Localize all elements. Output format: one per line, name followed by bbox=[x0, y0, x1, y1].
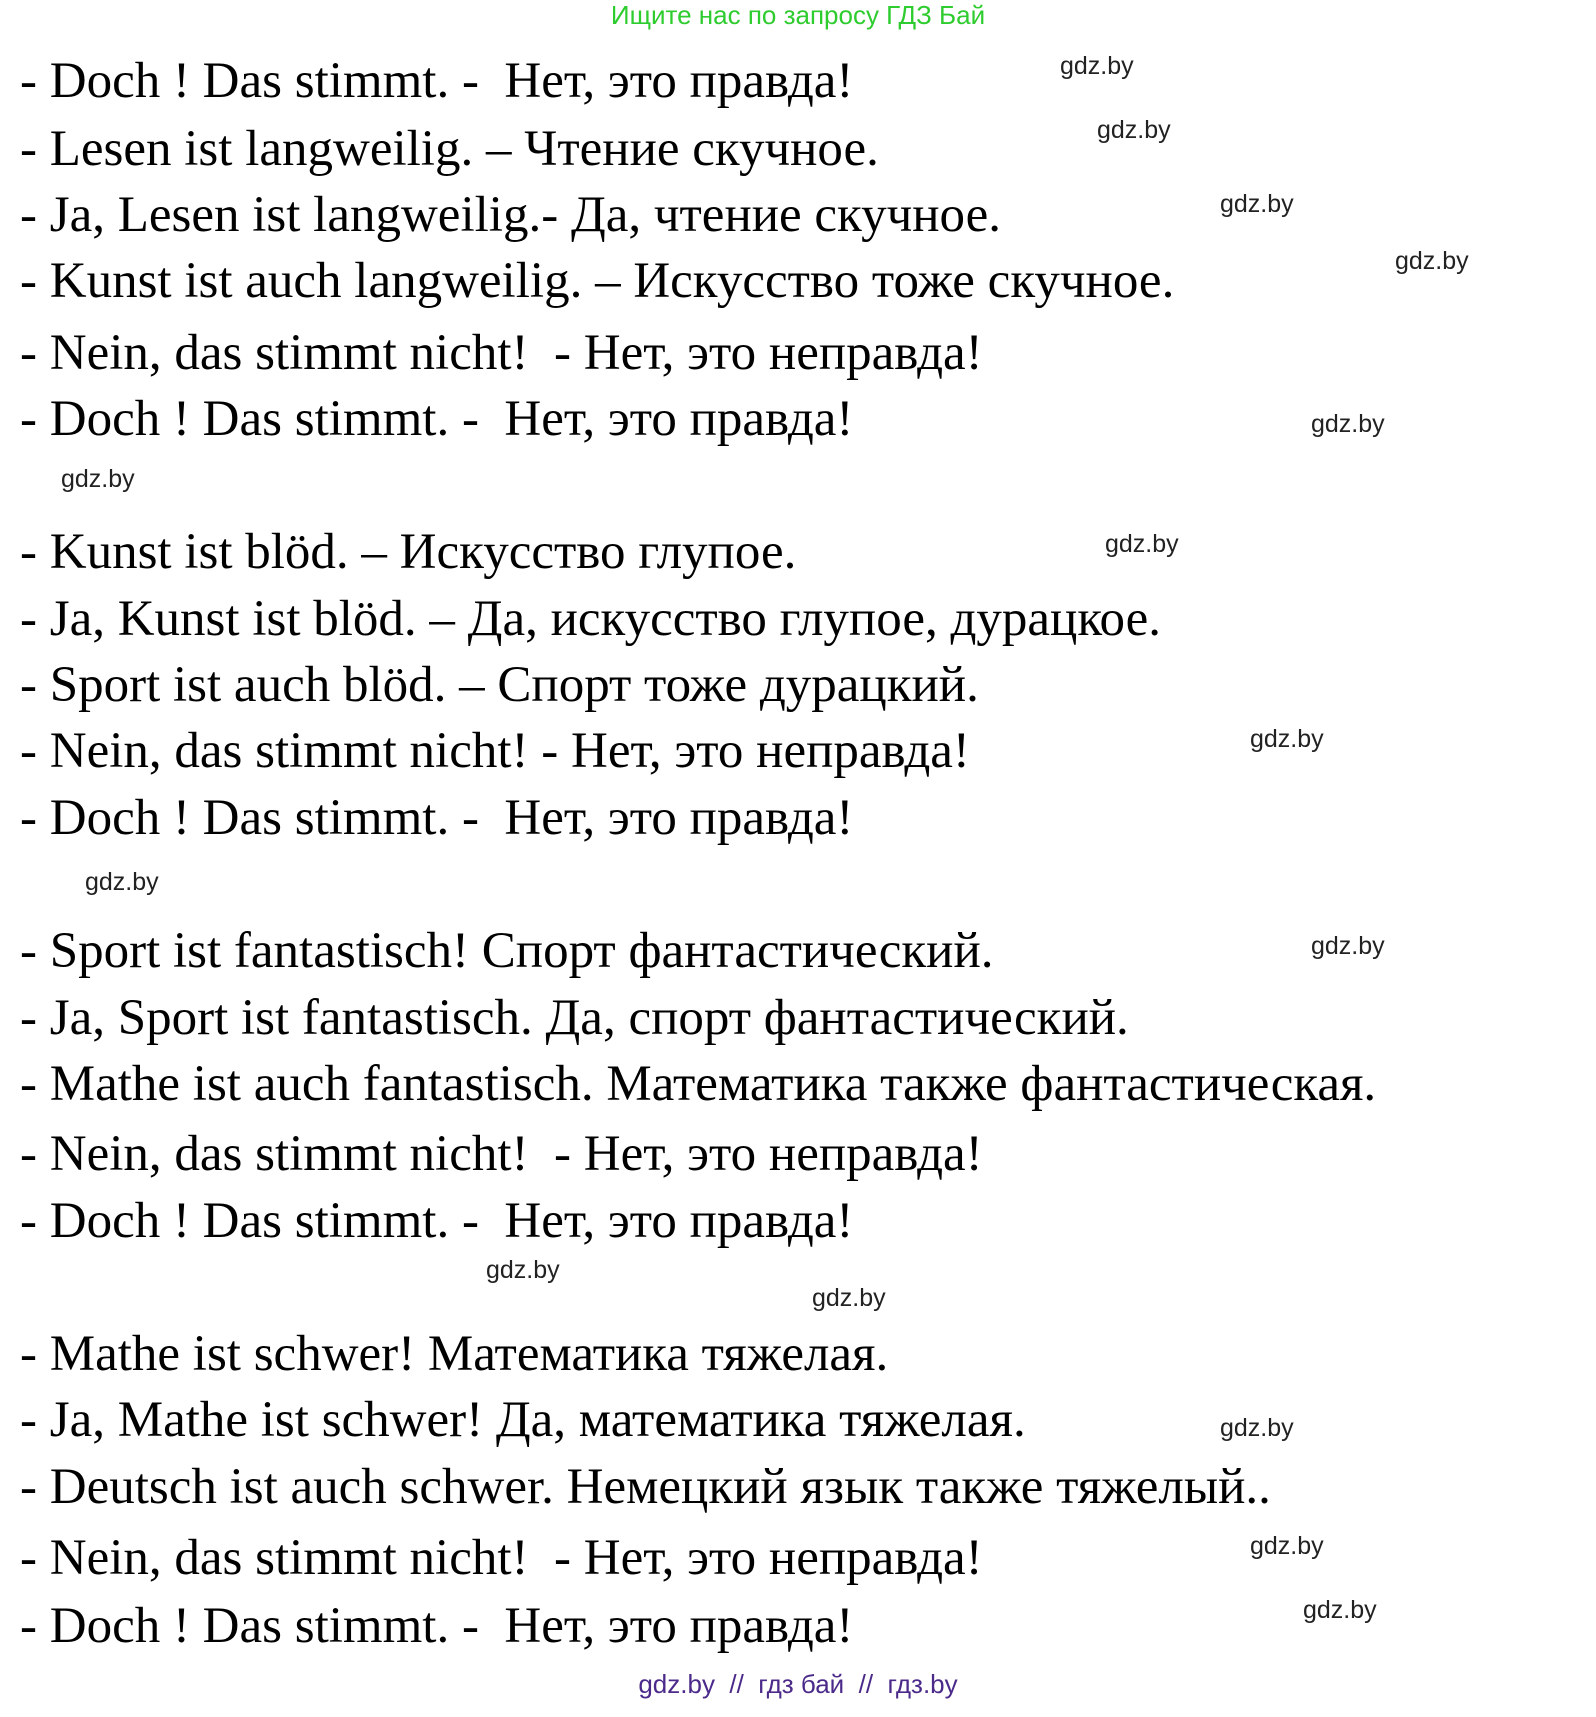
text-line: - Ja, Lesen ist langweilig.- Да, чтение скучное. bbox=[20, 187, 1002, 243]
watermark: gdz.by bbox=[1097, 116, 1171, 144]
watermark: gdz.by bbox=[1311, 932, 1385, 960]
text-line: - Ja, Sport ist fantastisch. Да, спорт фантастический. bbox=[20, 990, 1129, 1046]
text-line: - Deutsch ist auch schwer. Немецкий язык также тяжелый.. bbox=[20, 1459, 1271, 1515]
text-line: - Sport ist fantastisch! Спорт фантастический. bbox=[20, 923, 994, 979]
watermark: gdz.by bbox=[1303, 1596, 1377, 1624]
watermark: gdz.by bbox=[1105, 530, 1179, 558]
text-line: - Mathe ist auch fantastisch. Математика также фантастическая. bbox=[20, 1056, 1377, 1112]
text-line: - Doch ! Das stimmt. - Нет, это правда! bbox=[20, 1598, 854, 1654]
watermark: gdz.by bbox=[1250, 725, 1324, 753]
text-line: - Nein, das stimmt nicht! - Нет, это неправда! bbox=[20, 1126, 983, 1182]
text-line: - Doch ! Das stimmt. - Нет, это правда! bbox=[20, 53, 854, 109]
text-line: - Ja, Mathe ist schwer! Да, математика тяжелая. bbox=[20, 1392, 1026, 1448]
site-footer: gdz.by // гдз бай // гдз.by bbox=[638, 1669, 958, 1699]
text-line: - Nein, das stimmt nicht! - Нет, это неправда! bbox=[20, 1530, 983, 1586]
watermark: gdz.by bbox=[486, 1256, 560, 1284]
text-line: - Doch ! Das stimmt. - Нет, это правда! bbox=[20, 391, 854, 447]
text-line: - Nein, das stimmt nicht! - Нет, это неправда! bbox=[20, 325, 983, 381]
text-line: - Mathe ist schwer! Математика тяжелая. bbox=[20, 1326, 889, 1382]
watermark: gdz.by bbox=[1311, 410, 1385, 438]
watermark: gdz.by bbox=[1220, 190, 1294, 218]
text-line: - Kunst ist auch langweilig. – Искусство тоже скучное. bbox=[20, 253, 1175, 309]
search-hint-header: Ищите нас по запросу ГДЗ Бай bbox=[610, 0, 986, 30]
watermark: gdz.by bbox=[85, 868, 159, 896]
text-line: - Ja, Kunst ist blöd. – Да, искусство глупое, дурацкое. bbox=[20, 591, 1162, 647]
watermark: gdz.by bbox=[61, 465, 135, 493]
text-line: - Lesen ist langweilig. – Чтение скучное. bbox=[20, 121, 879, 177]
watermark: gdz.by bbox=[1220, 1414, 1294, 1442]
text-line: - Sport ist auch blöd. – Спорт тоже дурацкий. bbox=[20, 657, 979, 713]
watermark: gdz.by bbox=[1395, 247, 1469, 275]
text-line: - Nein, das stimmt nicht! - Нет, это неправда! bbox=[20, 723, 970, 779]
text-line: - Doch ! Das stimmt. - Нет, это правда! bbox=[20, 790, 854, 846]
text-line: - Kunst ist blöd. – Искусство глупое. bbox=[20, 524, 797, 580]
watermark: gdz.by bbox=[812, 1284, 886, 1312]
watermark: gdz.by bbox=[1250, 1532, 1324, 1560]
text-line: - Doch ! Das stimmt. - Нет, это правда! bbox=[20, 1193, 854, 1249]
watermark: gdz.by bbox=[1060, 52, 1134, 80]
